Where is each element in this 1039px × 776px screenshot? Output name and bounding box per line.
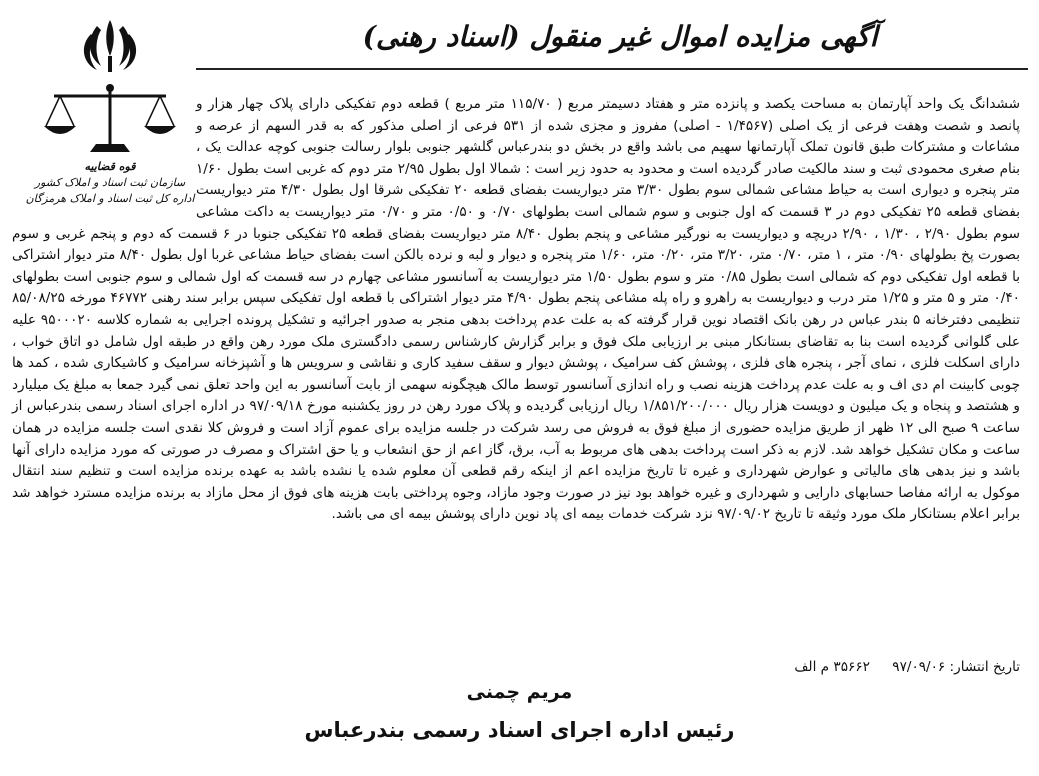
iran-emblem-icon bbox=[75, 16, 145, 76]
hormozgan-office-caption: اداره کل ثبت اسناد و املاک هرمزگان bbox=[25, 192, 195, 205]
reference-code: ۳۵۶۶۲ م الف bbox=[794, 659, 870, 675]
judiciary-caption: قوه قضاییه bbox=[84, 160, 136, 173]
registration-org-caption: سازمان ثبت اسناد و املاک کشور bbox=[34, 176, 186, 189]
notice-body bbox=[12, 94, 1020, 526]
signer-title: رئیس اداره اجرای اسناد رسمی بندرعباس bbox=[304, 718, 735, 742]
title-underline bbox=[196, 68, 1028, 70]
notice-title: آگهی مزایده اموال غیر منقول (اسناد رهنی) bbox=[362, 20, 878, 53]
emblem-spacer bbox=[12, 94, 196, 220]
publish-info bbox=[620, 657, 1020, 677]
publish-date: تاریخ انتشار: ۹۷/۰۹/۰۶ bbox=[892, 659, 1020, 675]
notice-paragraph: ششدانگ یک واحد آپارتمان به مساحت یکصد و پانزده متر و هفتاد دسیمتر مربع ( ۱۱۵/۷۰ متر مربع ) قطعه دوم تفکیکی دارای پلاک چهار هزار و پانصد و شصت وهفت فرعی از یک اصلی (۱/۴۵۶۷ - اصلی) مفروز و مجزی شده از ۵۳۱ فرعی از اصلی مذکور که به قدر السهم از عرصه و مشاعات و مشترکات طبق قانون تملک آپارتمانها سهیم می باشد واقع در بخش دو بندرعباس گلشهر جنوبی بلوار رسالت جنوبی کوچه عدالت یک ، بنام صغری محمودی ثبت و سند مالکیت صادر گردیده است و محدود به حدود زیر است : شمالا اول بطول ۲/۹۵ متر دوم که غربی است بطول ۱/۶۰ متر پنجره و دیواری است به حیاط مشاعی شمالی سوم بطول ۳/۳۰ متر دیواریست بفضای قطعه ۲۰ تفکیکی شرقا اول بطول ۴/۳۰ متر دیواریست بفضای قطعه ۲۵ تفکیکی دوم در ۳ قسمت که اول جنوبی و سوم شمالی است بطولهای ۰/۷۰ و ۰/۵۰ متر و ۰/۷۰ متر دیواریست به داکت مشاعی سوم بطول ۲/۹۰ ، ۱/۳۰ ، ۲/۹۰ دریچه و دیواریست به نورگیر مشاعی و پنجم بطول ۸/۴۰ متر دیواریست بفضای قطعه ۲۵ تفکیکی جنوبا در ۶ قسمت که دوم و پنجم غربی و سوم بصورت پخ بطولهای ۰/۹۰ متر ، ۱ متر، ۰/۷۰ متر، ۳/۲۰ متر، ۰/۲۰ متر، ۱/۶۰ متر پنجره و دیوار و لبه و نرده بالکن است بفضای حیاط مشاعی غربا اول بطول ۸/۴۰ متر دیوار اشتراکی با قطعه اول تفکیکی دوم که شمالی است بطول ۰/۸۵ متر و سوم بطول ۱/۵۰ متر دیواریست به آسانسور مشاعی چهارم در سه قسمت که اول شمالی و سوم جنوبی است بطولهای ۰/۴۰ متر و ۵ متر و ۱/۲۵ متر درب و دیواریست به راهرو و راه پله مشاعی پنجم بطول ۴/۹۰ متر دیوار اشتراکی با قطعه اول تفکیکی سپس برابر سند رهنی ۴۶۷۷۲ مورخه ۸۵/۰۸/۲۵ تنظیمی دفترخانه ۵ بندر عباس در رهن بانک اقتصاد نوین قرار گرفته که به علت عدم پرداخت بدهی منجر به صدور اجرائیه و تشکیل پرونده اجرایی به شماره کلاسه ۹۵۰۰۰۲۰ علیه علی گلوانی گردیده است بنا به تقاضای بستانکار مبنی بر ارزیابی ملک فوق و برابر گزارش کارشناس رسمی دادگستری ملک مورد رهن واقع در طبقه اول شامل دو اتاق خواب ، دارای اسکلت فلزی ، نمای آجر ، پنجره های فلزی ، پوشش کف سرامیک ، پوشش دیوار و سقف سفید کاری و نقاشی و سرویس ها و آشپزخانه سرامیک و کاشیکاری شده ، کمد ها چوبی کابینت ام دی اف و به علت عدم پرداخت هزینه نصب و راه اندازی آسانسور توسط مالک هیچگونه سهمی از بابت آسانسور به این واحد تعلق نمی گیرد جمعا به مبلغ یک میلیارد و هشتصد و پنجاه و یک میلیون و دویست هزار ریال ۱/۸۵۱/۲۰۰/۰۰۰ ریال ارزیابی گردیده و پلاک مورد رهن در روز یکشنبه مورخ ۹۷/۰۹/۱۸ در اداره اجرای اسناد رسمی بندرعباس از ساعت ۹ صبح الی ۱۲ ظهر از طریق مزایده حضوری از مبلغ فوق به فروش می رسد شرکت در جلسه مزایده برای عموم آزاد است و فروش کلا نقدی است جلسه مزایده در همان ساعت و مکان تشکیل خواهد شد. لازم به ذکر است پرداخت بدهی های مربوط به آب، برق، گاز اعم از حق انشعاب و یا حق اشتراک و مصرف در صورتی که مورد مزایده دارای آنها باشد و نیز بدهی های مالیاتی و عوارض شهرداری و غیره تا تاریخ مزایده اعم از اینکه رقم قطعی آن معلوم شده یا نشده باشد به عهده برنده مزایده است و تنظیم سند انتقال موکول به ارائه مفاصا حسابهای دارایی و شهرداری و غیره خواهد بود نیز در صورت وجود مازاد، وجوه پرداختی بابت هزینه های فوق از محل مازاد به برنده مزایده مسترد خواهد شد برابر اعلام بستانکار ملک مورد وثیقه تا تاریخ ۹۷/۰۹/۰۲ نزد شرکت خدمات بیمه ای پاد نوین دارای پوشش بیمه ای می باشد. bbox=[12, 96, 1021, 523]
signer-name: مریم چمنی bbox=[466, 681, 573, 703]
